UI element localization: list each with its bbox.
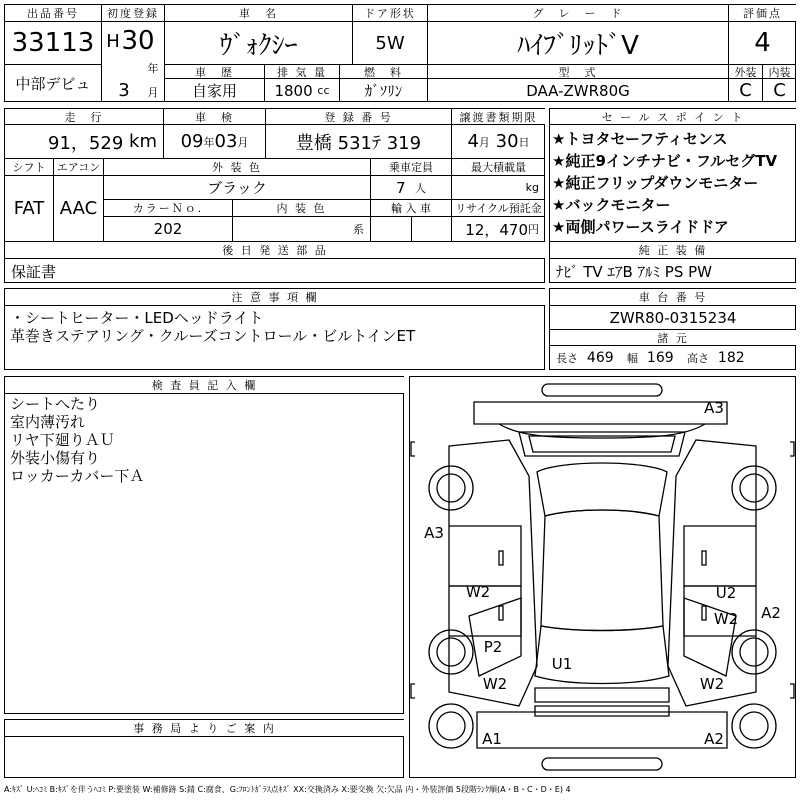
notes-label: 注 意 事 項 欄	[5, 289, 545, 305]
insp-year: 09	[180, 131, 204, 152]
color-no: 202	[153, 220, 183, 238]
width-label: 幅	[627, 352, 638, 365]
month-unit: 月	[147, 86, 159, 99]
grade: ﾊｲﾌﾞﾘｯﾄﾞV	[517, 30, 639, 61]
insp-year-unit: 年	[203, 135, 215, 149]
capacity-value: 7	[395, 178, 406, 197]
damage-mark: A3	[424, 524, 444, 542]
sales-point: ★トヨタセーフティセンス	[552, 130, 728, 148]
fuel-label: 燃 料	[340, 65, 427, 78]
color-no-label: カラーＮｏ.	[104, 200, 232, 216]
fuel: ｶﾞｿﾘﾝ	[364, 82, 403, 100]
note-line: 革巻きステアリング・クルーズコントロール・ビルトインET	[10, 327, 416, 345]
later-parts-label: 後 日 発 送 部 品	[5, 242, 545, 258]
ac: AAC	[59, 198, 98, 219]
car-name-label: 車 名	[165, 5, 352, 21]
year-unit: 年	[147, 62, 159, 75]
grade-label: グ レ ー ド	[428, 5, 728, 21]
exterior-grade: C	[739, 80, 752, 101]
damage-mark: U2	[715, 584, 737, 602]
lot-number: 33113	[11, 28, 95, 58]
max-load-label: 最大積載量	[471, 161, 526, 174]
note-line: ・シートヒーター・LEDヘッドライト	[10, 309, 264, 327]
score: 4	[754, 28, 771, 58]
recycle-label: リサイクル預託金	[455, 202, 542, 215]
inspection-label: 車 検	[164, 109, 265, 124]
displacement-value: 1800	[274, 81, 313, 100]
plate-label: 登 録 番 号	[266, 109, 451, 124]
office-label: 事 務 局 よ り ご 案 内	[5, 720, 404, 736]
mileage-unit: km	[129, 131, 157, 152]
sales-points-label: セ ー ル ス ポ イ ン ト	[550, 109, 796, 124]
shift: FAT	[13, 198, 45, 219]
later-parts: 保証書	[11, 262, 57, 281]
score-label: 評価点	[729, 5, 796, 21]
sales-point: ★純正フリップダウンモニター	[552, 174, 759, 192]
ac-label: エアコン	[56, 161, 101, 174]
color-label: 外 装 色	[104, 159, 370, 175]
damage-mark: A2	[704, 730, 724, 748]
insp-month-unit: 月	[237, 135, 249, 149]
equipment: ﾅﾋﾞ TV ｴｱB ｱﾙﾐ PS PW	[556, 262, 712, 281]
era: H	[106, 30, 120, 52]
inspector-label: 検 査 員 記 入 欄	[5, 377, 404, 393]
interior-color-label: 内 装 色	[233, 200, 370, 216]
max-load-unit: kg	[525, 181, 539, 194]
equipment-label: 純 正 装 備	[550, 242, 796, 258]
sales-point: ★バックモニター	[552, 196, 671, 214]
chassis-number: ZWR80-0315234	[609, 308, 737, 327]
inspection-date	[164, 125, 265, 158]
interior-color-unit: 系	[353, 223, 364, 236]
transfer-label: 譲渡書類期限	[452, 109, 545, 124]
damage-mark: W2	[699, 675, 725, 693]
inspector-line: 外装小傷有り	[10, 449, 101, 467]
inspector-line: リヤ下廻りＡＵ	[10, 431, 115, 449]
capacity-unit: 人	[415, 181, 427, 195]
sales-point: ★純正9インチナビ・フルセグTV	[552, 152, 778, 170]
damage-mark: W2	[465, 583, 491, 601]
transfer-deadline	[452, 125, 545, 158]
exterior-label: 外装	[734, 65, 757, 78]
damage-mark: A1	[482, 730, 502, 748]
sales-point: ★両側パワースライドドア	[552, 218, 729, 236]
car-outline	[409, 376, 796, 778]
import-label: 輸 入 車	[391, 202, 431, 215]
inspector-line: シートへたり	[10, 395, 101, 413]
interior-grade: C	[773, 80, 786, 101]
interior-label: 内装	[768, 65, 791, 78]
first-reg-year: 30	[121, 26, 155, 56]
sales-points-list	[552, 128, 794, 238]
displacement-unit: cc	[317, 84, 330, 97]
displacement-label: 排 気 量	[265, 65, 339, 78]
mileage-label: 走 行	[5, 109, 163, 124]
displacement	[265, 79, 339, 102]
notes-lines	[10, 309, 415, 345]
first-reg-label: 初度登録	[102, 5, 164, 21]
door-type: 5W	[375, 32, 405, 54]
capacity-label: 乗車定員	[389, 161, 433, 174]
model-code: DAA-ZWR80G	[526, 81, 630, 100]
capacity	[371, 176, 451, 199]
transfer-month-unit: 月	[478, 135, 490, 149]
plate-number: 豊橋 531ﾃ 319	[295, 132, 422, 154]
damage-mark: A2	[761, 604, 781, 622]
recycle-value: 12，470	[465, 220, 528, 239]
damage-mark: W2	[713, 610, 739, 628]
first-reg-month: 3	[118, 80, 130, 100]
inspector-line: 室内薄汚れ	[10, 413, 86, 431]
chassis-label: 車 台 番 号	[550, 289, 796, 305]
height: 182	[717, 350, 745, 366]
inspector-line: ロッカーカバー下Ａ	[10, 467, 145, 485]
specs-label: 諸 元	[550, 330, 796, 345]
mileage	[5, 125, 163, 158]
insp-month: 03	[214, 131, 238, 152]
history: 自家用	[191, 82, 237, 100]
damage-mark: W2	[482, 675, 508, 693]
door-label: ドア形状	[353, 5, 427, 21]
transfer-day-unit: 日	[518, 135, 530, 149]
model-label: 型 式	[428, 65, 728, 78]
history-label: 車 歴	[165, 65, 264, 78]
height-label: 高さ	[687, 352, 709, 365]
transfer-day: 30	[495, 131, 519, 152]
damage-mark: A3	[704, 399, 724, 417]
shift-label: シフト	[12, 161, 46, 174]
lot-label: 出品番号	[5, 5, 101, 21]
transfer-month: 4	[467, 131, 479, 152]
recycle-unit: 円	[528, 223, 539, 236]
legend: A:ｷｽﾞ U:ﾍｺﾐ B:ｷｽﾞを伴うﾍｺﾐ P:要塗装 W:補修跡 S:錆 C:腐食、G:ﾌﾛﾝﾄｶﾞﾗｽ点ｷｽﾞ XX:交換済み X:要交換 欠:欠品 内・外装評価 5段階ﾗﾝｸ順(A・B・C・D・E) 4	[4, 784, 571, 794]
inspector-lines	[10, 395, 144, 485]
length-label: 長さ	[556, 352, 578, 365]
car-name: ｳﾞｫｸｼｰ	[219, 30, 298, 61]
debut-label: 中部デビュ	[15, 75, 91, 93]
recycle-fee	[452, 217, 545, 241]
length: 469	[586, 350, 614, 366]
damage-mark: P2	[483, 638, 503, 656]
mileage-value: 91，529	[48, 132, 124, 154]
damage-mark: U1	[551, 655, 573, 673]
width: 169	[646, 350, 674, 366]
body-color: ブラック	[207, 179, 267, 197]
specs-values	[550, 346, 796, 370]
